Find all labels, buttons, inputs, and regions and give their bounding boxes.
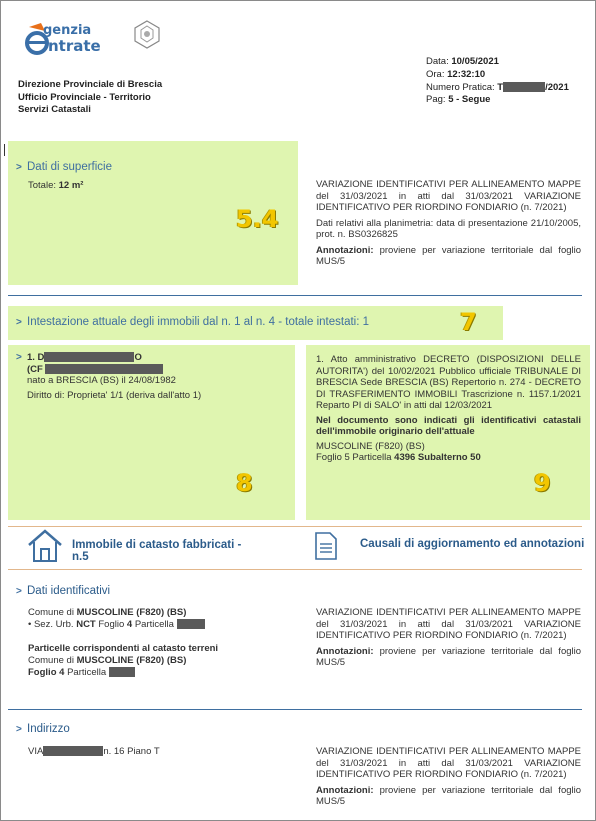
superficie-totale <box>28 180 83 191</box>
variazione-text-1 <box>316 179 581 268</box>
owner-diritto: Diritto di: Proprieta' 1/1 (deriva dall'atto 1) <box>27 389 202 401</box>
chevron-right-icon: > <box>16 724 22 735</box>
chevron-right-icon: > <box>16 162 22 173</box>
annotazioni-text-1: proviene per variazione territoriale dal foglio MUS/5 <box>316 244 582 267</box>
office-line1: Direzione Provinciale di Brescia <box>18 79 163 90</box>
marker-5-4: 5.4 <box>236 205 279 233</box>
atto-foglio-pre: Foglio 5 Particella <box>316 452 395 463</box>
variazione-3: VARIAZIONE IDENTIFICATIVI PER ALLINEAMENTO MAPPE del 31/03/2021 in atti dal 31/03/2021 VARIAZIONE IDENTIFICATIVO PER RIORDINO FONDIARIO (n. 7/2021) <box>316 746 581 780</box>
chevron-right-icon: > <box>16 317 22 328</box>
identificativi-heading <box>16 585 110 597</box>
indirizzo-heading <box>16 723 70 735</box>
annotazioni-text-3: proviene per variazione territoriale dal foglio MUS/5 <box>316 784 582 807</box>
divider-orange <box>8 526 582 527</box>
intestazione-heading <box>16 316 369 328</box>
variazione-2: VARIAZIONE IDENTIFICATIVI PER ALLINEAMENTO MAPPE del 31/03/2021 in atti dal 31/03/2021 VARIAZIONE IDENTIFICATIVO PER RIORDINO FONDIARIO (n. 7/2021) <box>316 607 581 641</box>
comune-bold: MUSCOLINE (F820) (BS) <box>76 607 187 618</box>
via-post: n. 16 Piano T <box>103 746 160 757</box>
indirizzo-info <box>28 746 160 757</box>
marker-7: 7 <box>460 308 477 336</box>
office-block <box>18 79 218 117</box>
comune-pre: Comune di <box>28 607 77 618</box>
corr-title: Particelle corrispondenti al catasto terreni <box>28 643 219 654</box>
annotazioni-text-2: proviene per variazione territoriale dal foglio MUS/5 <box>316 645 582 668</box>
foglio-part: Particella <box>64 667 107 678</box>
indirizzo-title: Indirizzo <box>27 723 70 735</box>
logo-line2: ntrate <box>48 37 101 55</box>
superficie-title: Dati di superficie <box>27 161 113 173</box>
sez-foglio: 4 <box>126 619 133 630</box>
immobile-title-line1: Immobile di catasto fabbricati - <box>72 539 242 551</box>
variazione-text-3 <box>316 746 581 808</box>
annotazioni-label-3: Annotazioni: <box>316 784 374 796</box>
data-value: 10/05/2021 <box>451 56 499 67</box>
owner-name-end: O <box>134 352 142 363</box>
document-icon <box>314 531 338 561</box>
atto-comune: MUSCOLINE (F820) (BS) <box>316 440 425 452</box>
redaction <box>503 82 545 92</box>
pag-value: 5 - Segue <box>448 94 491 106</box>
pag-label: Pag: <box>426 94 446 106</box>
pratica-label: Numero Pratica: <box>426 81 495 93</box>
intestazione-box <box>8 306 503 340</box>
annotazioni-label-2: Annotazioni: <box>316 645 374 657</box>
sez-part: Particella <box>132 619 174 630</box>
variazione-1: VARIAZIONE IDENTIFICATIVI PER ALLINEAMENTO MAPPE del 31/03/2021 in atti dal 31/03/2021 VARIAZIONE IDENTIFICATIVO PER RIORDINO FONDIARIO (n. 7/2021) <box>316 179 581 213</box>
text-cursor <box>4 144 5 156</box>
atto-nota: Nel documento sono indicati gli identificativi catastali dell'immobile originario dell'attuale <box>316 414 581 437</box>
marker-9: 9 <box>534 469 551 497</box>
office-line3: Servizi Catastali <box>18 104 91 115</box>
intestazione-title: Intestazione attuale degli immobili dal n. 1 al n. 4 - totale intestati: 1 <box>27 316 370 328</box>
identificativi-title: Dati identificativi <box>27 585 111 597</box>
atto-info <box>316 354 581 464</box>
comune2-pre: Comune di <box>28 655 77 666</box>
totale-label: Totale: <box>28 180 56 191</box>
superficie-box <box>8 141 298 285</box>
owner-nato: nato a BRESCIA (BS) il 24/08/1982 <box>27 375 176 386</box>
atto-text: 1. Atto amministrativo DECRETO (DISPOSIZIONI DELLE AUTORITA') del 10/02/2021 Pubblico ufficiale TRIBUNALE DI BRESCIA Sede BRESCIA (BS) Repertorio n. 274 - DECRETO DI TRASFERIMENTO IMMOBILI Trascrizione n. 1157.1/2021 Reparto PI di SALO' in atti dal 12/03/2021 <box>316 354 581 411</box>
pratica-prefix: T <box>497 81 504 93</box>
foglio-num: 4 <box>59 667 65 678</box>
marker-8: 8 <box>236 469 253 497</box>
owner-info <box>16 352 286 401</box>
owner-cf: (CF <box>27 363 43 375</box>
redaction <box>177 619 205 629</box>
redaction <box>44 352 134 362</box>
chevron-right-icon: > <box>16 352 22 363</box>
redaction <box>109 667 135 677</box>
sez-mid: Foglio <box>95 619 127 630</box>
identificativi-info <box>28 607 298 679</box>
planimetria-text: Dati relativi alla planimetria: data di presentazione 21/10/2005, prot. n. BS0326825 <box>316 217 581 240</box>
comune2-bold: MUSCOLINE (F820) (BS) <box>76 655 187 666</box>
causali-title: Causali di aggiornamento ed annotazioni <box>360 538 585 550</box>
divider <box>8 295 582 296</box>
redaction <box>45 364 163 374</box>
pratica-suffix: /2021 <box>545 81 569 93</box>
totale-value: 12 m² <box>58 180 84 191</box>
agenzia-entrate-logo <box>23 19 163 59</box>
sez-bold: NCT <box>76 619 96 630</box>
owner-box <box>8 345 295 520</box>
sez-pre: • Sez. Urb. <box>28 619 77 630</box>
foglio-pre: Foglio <box>28 667 60 678</box>
house-icon <box>26 528 64 564</box>
via-pre: VIA <box>28 746 44 757</box>
data-label: Data: <box>426 56 449 67</box>
immobile-title-line2: n.5 <box>72 551 89 563</box>
redaction <box>43 746 103 756</box>
office-line2: Ufficio Provinciale - Territorio <box>18 91 151 103</box>
chevron-right-icon: > <box>16 586 22 597</box>
divider <box>8 709 582 710</box>
ora-value: 12:32:10 <box>447 68 486 80</box>
logo-line1: genzia <box>43 23 92 38</box>
annotazioni-label-1: Annotazioni: <box>316 244 374 256</box>
atto-box <box>306 345 590 520</box>
atto-foglio-bold: 4396 Subalterno 50 <box>394 452 481 463</box>
meta-block <box>426 56 596 107</box>
immobile-title <box>72 539 241 563</box>
divider-orange <box>8 569 582 570</box>
ora-label: Ora: <box>426 68 445 80</box>
emblem-icon <box>133 19 161 49</box>
variazione-text-2 <box>316 607 581 669</box>
owner-num: 1. D <box>27 352 45 363</box>
superficie-heading <box>16 161 112 173</box>
